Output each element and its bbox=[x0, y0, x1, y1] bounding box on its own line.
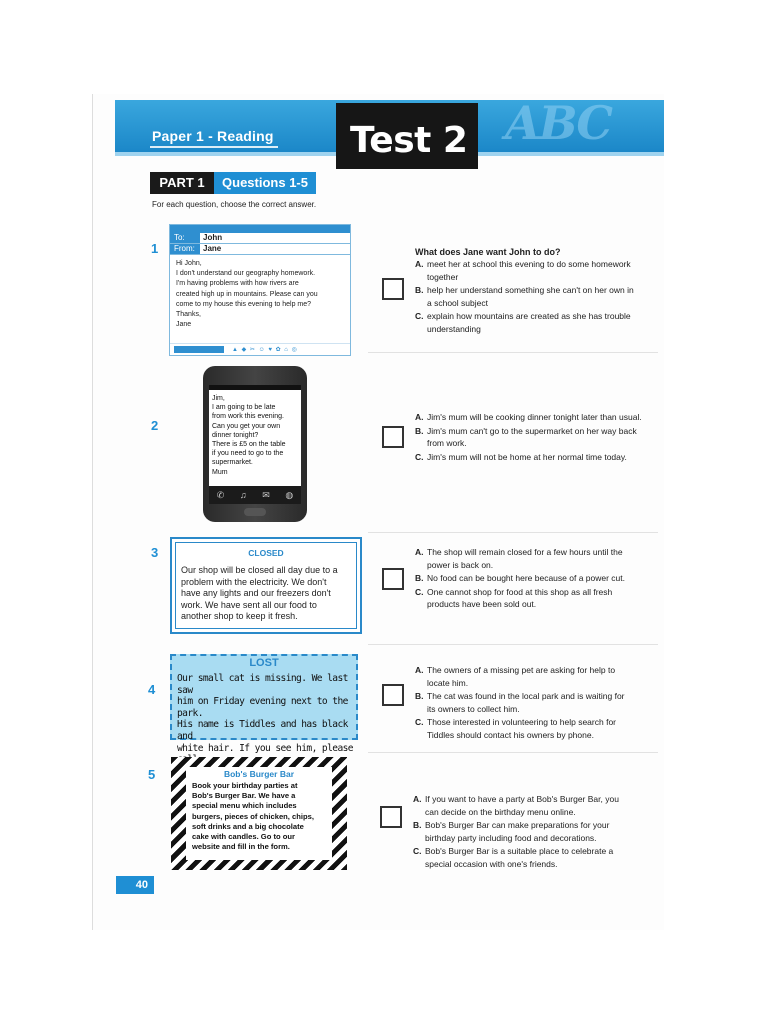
option-a bbox=[415, 546, 660, 571]
option-letter: A. bbox=[415, 547, 424, 557]
notice-line: Our shop will be closed all day due to a bbox=[181, 565, 338, 575]
sms-line: dinner tonight? bbox=[212, 431, 259, 439]
option-a bbox=[415, 258, 660, 283]
divider bbox=[368, 532, 658, 533]
email-footer bbox=[170, 343, 350, 355]
option-text: a school subject bbox=[427, 297, 488, 308]
option-text: power is back on. bbox=[427, 559, 494, 570]
page-number: 40 bbox=[116, 876, 154, 894]
notice-line: special menu which includes bbox=[192, 801, 297, 811]
option-b bbox=[415, 425, 663, 450]
notice-line: Bob's Burger Bar. We have a bbox=[192, 791, 296, 801]
answer-box[interactable] bbox=[382, 278, 404, 300]
question-number: 3 bbox=[151, 545, 159, 560]
option-text: help her understand something she can't on her own in bbox=[427, 285, 634, 295]
closed-notice-text bbox=[181, 565, 357, 623]
option-text: Tiddles should contact his owners by phone. bbox=[427, 729, 594, 740]
notice-line: have any lights and our freezers don't bbox=[181, 588, 331, 598]
option-letter: B. bbox=[415, 691, 424, 701]
send-button-graphic bbox=[174, 346, 224, 353]
options-list bbox=[415, 411, 663, 464]
option-text: The owners of a missing pet are asking for help to bbox=[427, 665, 616, 675]
notice-line: another shop to keep it fresh. bbox=[181, 611, 298, 621]
answer-box[interactable] bbox=[382, 684, 404, 706]
question-number: 5 bbox=[148, 767, 156, 782]
notice-line: Book your birthday parties at bbox=[192, 781, 298, 790]
abc-decoration: ABC bbox=[505, 96, 612, 150]
email-toolbar bbox=[170, 225, 350, 233]
question-stem: What does Jane want John to do? bbox=[415, 247, 561, 257]
divider bbox=[368, 644, 658, 645]
option-text: No food can be bought here because of a power cut. bbox=[427, 573, 625, 583]
option-text: explain how mountains are created as she has trouble bbox=[427, 311, 631, 321]
email-to-label: To: bbox=[170, 233, 200, 243]
option-letter: A. bbox=[415, 665, 424, 675]
burger-bar-text bbox=[192, 781, 332, 852]
option-a bbox=[415, 411, 663, 424]
option-b bbox=[413, 819, 661, 844]
sms-line: Jim, bbox=[212, 395, 225, 402]
option-letter: B. bbox=[415, 573, 424, 583]
option-letter: A. bbox=[413, 794, 422, 804]
option-text: Bob's Burger Bar can make preparations for your bbox=[425, 820, 610, 830]
answer-box[interactable] bbox=[382, 568, 404, 590]
option-letter: A. bbox=[415, 259, 424, 269]
option-text: birthday party including food and decorations. bbox=[425, 832, 597, 843]
option-letter: B. bbox=[415, 425, 424, 436]
answer-box[interactable] bbox=[380, 806, 402, 828]
notice-line: white hair. If you see him, please bbox=[177, 742, 353, 754]
phone-home-button bbox=[244, 508, 266, 516]
instructions: For each question, choose the correct answer. bbox=[152, 200, 317, 209]
option-c bbox=[415, 310, 660, 335]
option-letter: C. bbox=[415, 717, 424, 727]
options-list bbox=[415, 664, 660, 742]
email-line: I don't understand our geography homework. bbox=[176, 270, 316, 278]
option-text: meet her at school this evening to do some homework bbox=[427, 259, 631, 269]
email-from-row bbox=[170, 244, 350, 255]
phone-icon: ✆ bbox=[216, 489, 225, 500]
option-letter: A. bbox=[415, 412, 424, 422]
option-text: its owners to collect him. bbox=[427, 703, 520, 714]
option-text: One cannot shop for food at this shop as all fresh bbox=[427, 586, 613, 597]
question-number: 4 bbox=[148, 682, 156, 697]
email-to-row bbox=[170, 233, 350, 244]
sms-line: Can you get your own bbox=[212, 422, 281, 430]
email-to-value: John bbox=[203, 233, 223, 242]
notice-line: His name is Tiddles and has black and bbox=[177, 719, 348, 742]
option-b bbox=[415, 572, 660, 585]
sms-line: if you need to go to the bbox=[212, 450, 284, 458]
email-message bbox=[169, 224, 351, 356]
option-text: Jim's mum can't go to the supermarket on her way back bbox=[427, 425, 637, 436]
option-text: The cat was found in the local park and is waiting for bbox=[427, 691, 625, 701]
email-line: I'm having problems with how rivers are bbox=[176, 280, 299, 288]
option-b bbox=[415, 690, 660, 715]
email-body bbox=[170, 255, 350, 334]
option-text: products have been sold out. bbox=[427, 599, 537, 609]
option-text: locate him. bbox=[427, 677, 469, 688]
part-label: PART 1 bbox=[150, 172, 214, 194]
option-text: Bob's Burger Bar is a suitable place to celebrate a bbox=[425, 846, 614, 856]
options-list bbox=[415, 258, 660, 336]
divider bbox=[368, 352, 658, 353]
email-line: Jane bbox=[176, 321, 192, 329]
option-text: Those interested in volunteering to help search for bbox=[427, 717, 617, 727]
option-a bbox=[413, 793, 661, 818]
divider bbox=[368, 752, 658, 753]
notice-line: problem with the electricity. We don't bbox=[181, 576, 327, 587]
lost-notice-title: LOST bbox=[249, 657, 279, 669]
option-text: The shop will remain closed for a few hours until the bbox=[427, 547, 623, 557]
option-c bbox=[415, 586, 660, 611]
notice-line: Our small cat is missing. We last saw bbox=[177, 673, 348, 696]
option-text: special occasion with one's friends. bbox=[425, 858, 558, 869]
answer-box[interactable] bbox=[382, 426, 404, 448]
options-list bbox=[413, 793, 661, 871]
question-number: 1 bbox=[151, 241, 159, 256]
sms-message bbox=[212, 394, 300, 477]
notice-line: work. We have sent all our food to bbox=[181, 599, 317, 610]
option-text: can decide on the birthday menu online. bbox=[425, 806, 576, 817]
notice-line: him on Friday evening next to the park. bbox=[177, 696, 348, 719]
notice-line: website and fill in the form. bbox=[192, 842, 290, 852]
option-text: together bbox=[427, 271, 459, 282]
option-letter: C. bbox=[415, 586, 424, 597]
email-line: Hi John, bbox=[176, 260, 202, 267]
email-line: Thanks, bbox=[176, 311, 201, 319]
paper-title: Paper 1 - Reading bbox=[152, 128, 274, 144]
sms-line: from work this evening. bbox=[212, 413, 284, 421]
option-c bbox=[415, 451, 663, 464]
options-list bbox=[415, 546, 660, 612]
option-letter: B. bbox=[415, 285, 424, 295]
question-number: 2 bbox=[151, 418, 159, 433]
option-letter: C. bbox=[415, 451, 424, 462]
sms-line: supermarket. bbox=[212, 459, 253, 467]
option-text: understanding bbox=[427, 323, 481, 334]
sms-line: I am going to be late bbox=[212, 404, 276, 412]
email-toolbar-icons: ▲ ◆ ✂ ☺ ♥ ✿ ⌂ ◎ bbox=[232, 347, 298, 353]
email-from-label: From: bbox=[170, 244, 200, 254]
music-icon: ♫ bbox=[239, 490, 247, 500]
email-line: created high up in mountains. Please can you bbox=[176, 290, 318, 298]
globe-icon: ◍ bbox=[285, 489, 294, 500]
phone-dock bbox=[209, 486, 301, 504]
option-text: from work. bbox=[427, 438, 467, 448]
email-line: come to my house this evening to help me? bbox=[176, 300, 312, 308]
option-c bbox=[415, 716, 660, 741]
option-text: Jim's mum will not be home at her normal time today. bbox=[427, 451, 627, 462]
email-from-value: Jane bbox=[203, 244, 222, 253]
option-a bbox=[415, 664, 660, 689]
sms-line: Mum bbox=[212, 468, 228, 476]
part-questions-range: Questions 1-5 bbox=[214, 172, 316, 194]
burger-bar-title: Bob's Burger Bar bbox=[223, 769, 295, 779]
notice-line: burgers, pieces of chicken, chips, bbox=[192, 811, 314, 821]
option-b bbox=[415, 284, 660, 309]
option-letter: B. bbox=[413, 820, 422, 830]
option-letter: C. bbox=[415, 311, 424, 321]
option-text: Jim's mum will be cooking dinner tonight later than usual. bbox=[427, 412, 642, 422]
option-c bbox=[413, 845, 661, 870]
option-letter: C. bbox=[413, 846, 422, 856]
closed-notice-title: CLOSED bbox=[248, 548, 284, 558]
notice-line: cake with candles. Go to our bbox=[192, 832, 295, 842]
sms-line: There is £5 on the table bbox=[212, 441, 286, 449]
option-text: If you want to have a party at Bob's Burger Bar, you bbox=[425, 794, 619, 804]
mail-icon: ✉ bbox=[262, 489, 270, 500]
paper-title-underline bbox=[150, 146, 278, 148]
test-title: Test 2 bbox=[350, 120, 468, 161]
notice-line: soft drinks and a big chocolate bbox=[192, 821, 304, 831]
